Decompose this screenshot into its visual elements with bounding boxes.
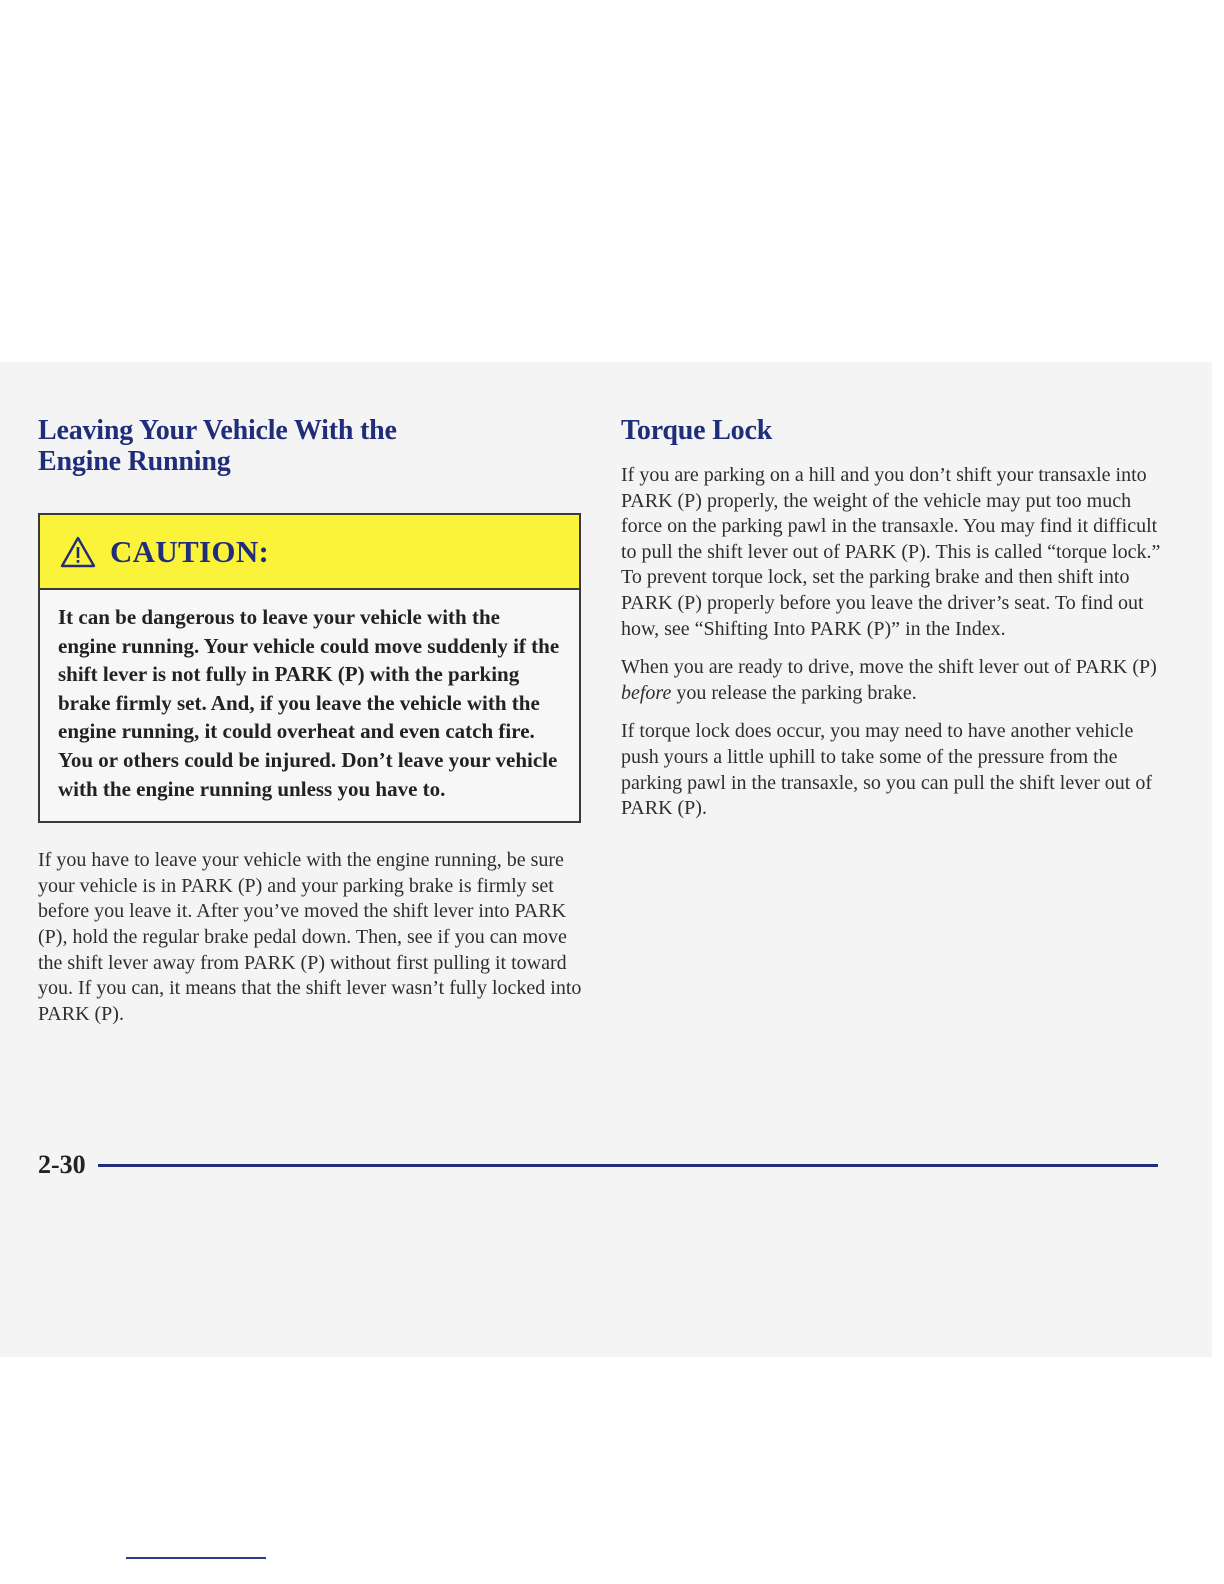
right-column [621,415,1161,822]
section-heading-torque-lock: Torque Lock [621,415,773,446]
warning-triangle-icon [60,536,96,568]
caution-title: CAUTION: [110,533,270,569]
body-paragraph: If you have to leave your vehicle with the engine running, be sure your vehicle is in PARK (P) and your parking brake is firmly set before you leave it. After you’ve moved the shift lever into PARK (P), hold the regular brake pedal down. Then, see if you can move the shift lever away from PARK (P) without first pulling it toward you. If you can, it means that the shift lever wasn’t fully locked into PARK (P). [38,849,582,1025]
body-paragraph-1: If you are parking on a hill and you don’t shift your transaxle into PARK (P) properly, the weight of the vehicle may put too much force on the parking pawl in the transaxle. You may find it difficult to pull the shift lever out of PARK (P). This is called “torque lock.” To prevent torque lock, set the parking brake and then shift into PARK (P) properly before you leave the driver’s seat. To find out how, see “Shifting Into PARK (P)” in the Index. [621,464,1161,640]
body-paragraph-3: If torque lock does occur, you may need to have another vehicle push yours a little uphill to take some of the pressure from the parking pawl in the transaxle, so you can pull the shift lever out of PARK (P). [621,720,1152,820]
footer-rule [98,1164,1158,1167]
paragraph-2-text-b: you release the parking brake. [671,681,917,704]
body-paragraph-2 [621,655,1161,706]
page-footer [38,1148,1158,1182]
heading-line-2: Engine Running [38,446,231,477]
emphasis-before: before [621,681,672,704]
page-number: 2-30 [38,1150,86,1179]
caution-box [38,513,581,823]
left-column [38,415,583,1027]
caution-text: It can be dangerous to leave your vehicle with the engine running. Your vehicle could move suddenly if the shift lever is not fully in PARK (P) with the parking brake firmly set. And, if you leave the vehicle with the engine running, it could overheat and even catch fire. You or others could be injured. Don’t leave your vehicle with the engine running unless you have to. [58,605,560,801]
heading-line-1: Leaving Your Vehicle With the [38,415,397,446]
section-heading-leaving-vehicle [38,415,583,477]
caution-header [40,515,579,590]
bottom-divider [126,1557,266,1559]
paragraph-2-text-a: When you are ready to drive, move the shift lever out of PARK (P) [621,656,1157,679]
